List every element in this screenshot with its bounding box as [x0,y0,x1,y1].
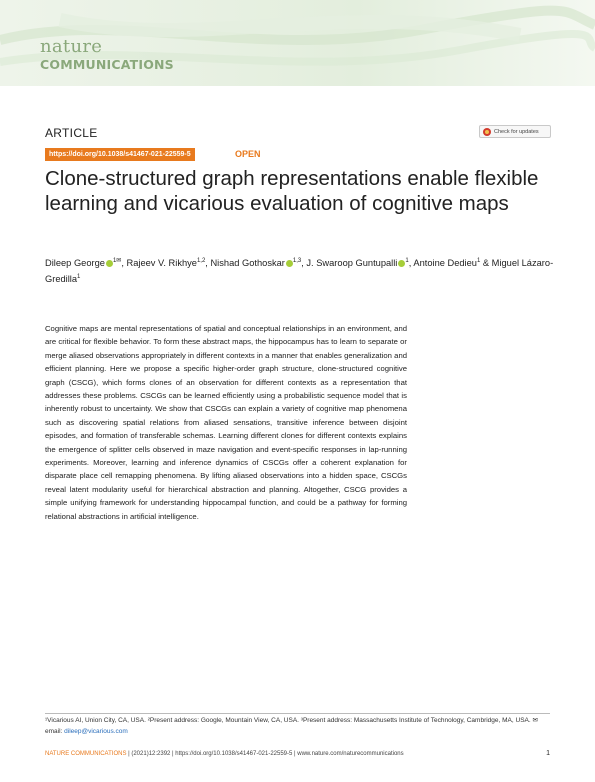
affiliations-footnote: ¹Vicarious AI, Union City, CA, USA. ²Present address: Google, Mountain View, CA, USA. ³Present address: Massachusetts Institute of Technology, Cambridge, MA, USA. [45,717,531,724]
author-affiliation: 1,2 [196,258,206,264]
crossmark-icon [483,128,491,136]
email-envelope-icon[interactable]: ✉ [116,258,122,264]
author-affiliation: 1 [77,274,81,281]
email-prefix: ✉email: [45,717,538,735]
article-type-label: ARTICLE [45,126,98,140]
author-separator: , [121,258,127,269]
author-entry [127,258,211,268]
footnote-divider [45,713,550,714]
orcid-icon[interactable] [106,260,113,267]
doi-link[interactable]: https://doi.org/10.1038/s41467-021-22559-5 [45,148,195,161]
author-entry [45,258,127,268]
author-name[interactable]: Miguel Lázaro-Gredilla [45,258,554,285]
journal-header-band [0,0,595,86]
author-entry [210,258,306,268]
footnotes [45,716,555,737]
check-for-updates-label: Check for updates [494,128,539,135]
author-affiliation: 1 [476,258,481,264]
author-name[interactable]: Dileep George [45,258,105,269]
page-number: 1 [546,750,550,757]
author-name[interactable]: J. Swaroop Guntupalli [306,258,398,269]
article-title: Clone-structured graph representations enable flexible learning and vicarious evaluation of cognitive maps [45,167,539,215]
author-separator: , [301,258,307,269]
journal-logo[interactable] [40,38,174,72]
author-affiliation: 1 [405,258,409,264]
page-footer [45,750,550,757]
author-entry [306,258,413,268]
abstract-text: Cognitive maps are mental representations of spatial and conceptual relationships in an environment, and are critical for flexible behavior. To form these abstract maps, the hippocampus has to learn to separate or merge aliased observations appropriately in different contexts in a manner that enables generalization and efficient planning. Here we propose a specific higher-order graph structure, clone-structured cognitive graph (CSCG), which forms clones of an observation for different contexts as a representation that addresses these problems. CSCGs can be learned efficiently using a probabilistic sequence model that is inherently robust to uncertainty. We show that CSCGs can explain a variety of cognitive map phenomena such as discovering spatial relations from aliased sensations, transitive inference between disjoint episodes, and formation of transferable schemas. Learning different clones for different contexts explains the emergence of splitter cells observed in maze navigation and event-specific responses in lap-running experiments. Moreover, learning and inference dynamics of CSCGs offer a coherent explanation for disparate place cell remapping phenomena. By lifting aliased observations into a hidden space, CSCGs reveal latent modularity useful for hierarchical abstraction and planning. Altogether, CSCG provides a simple unifying framework for understanding hippocampal function, and could be a pathway for forming relational abstractions in artificial intelligence. [45,324,407,521]
footer-citation: | (2021)12:2392 | https://doi.org/10.1038/s41467-021-22559-5 | www.nature.com/naturecommunications [126,750,404,757]
author-name[interactable]: Antoine Dedieu [413,258,477,269]
orcid-icon[interactable] [286,260,293,267]
author-list [45,254,555,286]
logo-nature-text: nature [40,36,103,57]
author-name[interactable]: Nishad Gothoskar [210,258,285,269]
author-name[interactable]: Rajeev V. Rikhye [126,258,197,269]
logo-communications-text: COMMUNICATIONS [40,57,174,72]
author-separator: , [205,258,211,269]
author-separator: , [408,258,414,269]
email-link[interactable]: dileep@vicarious.com [64,727,128,735]
footer-journal-name: NATURE COMMUNICATIONS [45,750,127,757]
author-affiliation: 1 [112,258,117,264]
author-affiliation: 1,3 [292,258,302,264]
author-separator: & [480,258,492,269]
open-access-badge: OPEN [235,149,261,159]
author-entry [413,258,491,268]
footer-citation-line [45,751,404,757]
check-for-updates-button[interactable] [479,125,551,138]
